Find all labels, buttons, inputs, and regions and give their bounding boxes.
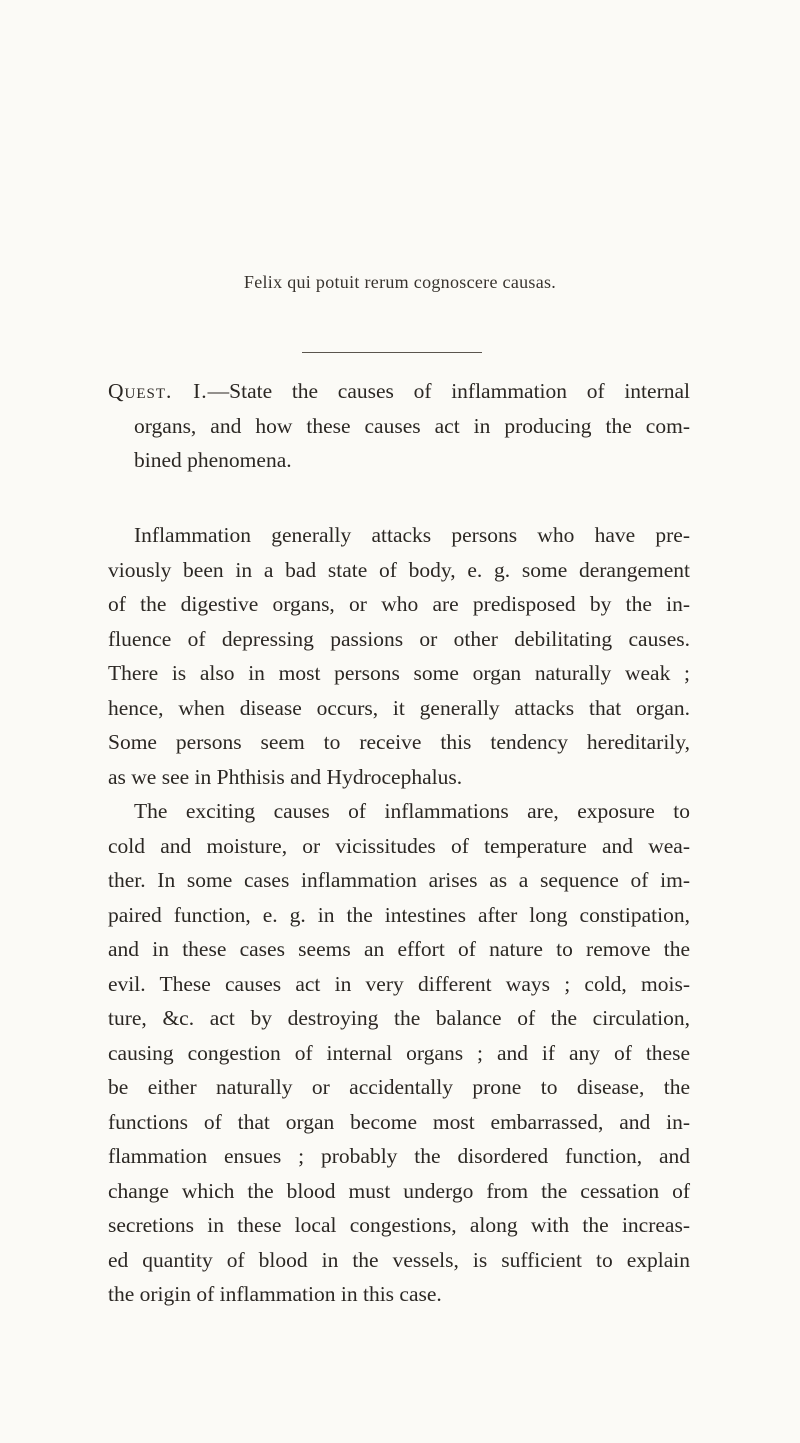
text-line: The exciting causes of inflammations are, exposure to [134,799,690,823]
text-line: of the digestive organs, or who are predisposed by the in- [108,592,690,616]
text-line: secretions in these local congestions, along with the increas- [108,1213,690,1237]
text-line: There is also in most persons some organ naturally weak ; [108,661,690,685]
text-line: as we see in Phthisis and Hydrocephalus. [108,764,463,789]
answer-body [108,518,690,1312]
text-line: causing congestion of internal organs ; and if any of these [108,1040,690,1065]
text-line: change which the blood must undergo from the cessation of [108,1178,690,1203]
text-line: ther. In some cases inflammation arises as a sequence of im- [108,868,690,892]
text-line: be either naturally or accidentally prone to disease, the [108,1075,690,1099]
text-line: Inflammation generally attacks persons who have pre- [134,523,690,547]
question-text: —State the causes of inflammation of internal [207,379,690,403]
text-line: and in these cases seems an effort of nature to remove the [108,937,690,961]
paragraph-1 [108,518,690,794]
question-line: organs, and how these causes act in producing the com- [134,413,690,438]
text-line: viously been in a bad state of body, e. g. some derangement [108,557,690,582]
question-label: Quest. I. [108,379,208,403]
text-line: ed quantity of blood in the vessels, is sufficient to explain [108,1247,690,1272]
text-line: evil. These causes act in very different ways ; cold, mois- [108,971,690,996]
text-line: ture, &c. act by destroying the balance of the circulation, [108,1006,690,1030]
text-line: functions of that organ become most embarrassed, and in- [108,1109,690,1134]
paragraph-2 [108,794,690,1312]
text-line: flammation ensues ; probably the disordered function, and [108,1144,690,1168]
text-line: fluence of depressing passions or other debilitating causes. [108,626,690,651]
text-line: Some persons seem to receive this tendency hereditarily, [108,730,690,754]
section-divider [302,352,482,353]
text-line: cold and moisture, or vicissitudes of temperature and wea- [108,833,690,858]
text-line: paired function, e. g. in the intestines after long constipation, [108,902,690,927]
text-line: the origin of inflammation in this case. [108,1282,442,1306]
question-block [108,374,690,478]
text-line: hence, when disease occurs, it generally attacks that organ. [108,695,690,720]
question-line: bined phenomena. [134,448,292,472]
epigraph: Felix qui potuit rerum cognoscere causas. [243,272,557,292]
question-line [108,374,690,409]
